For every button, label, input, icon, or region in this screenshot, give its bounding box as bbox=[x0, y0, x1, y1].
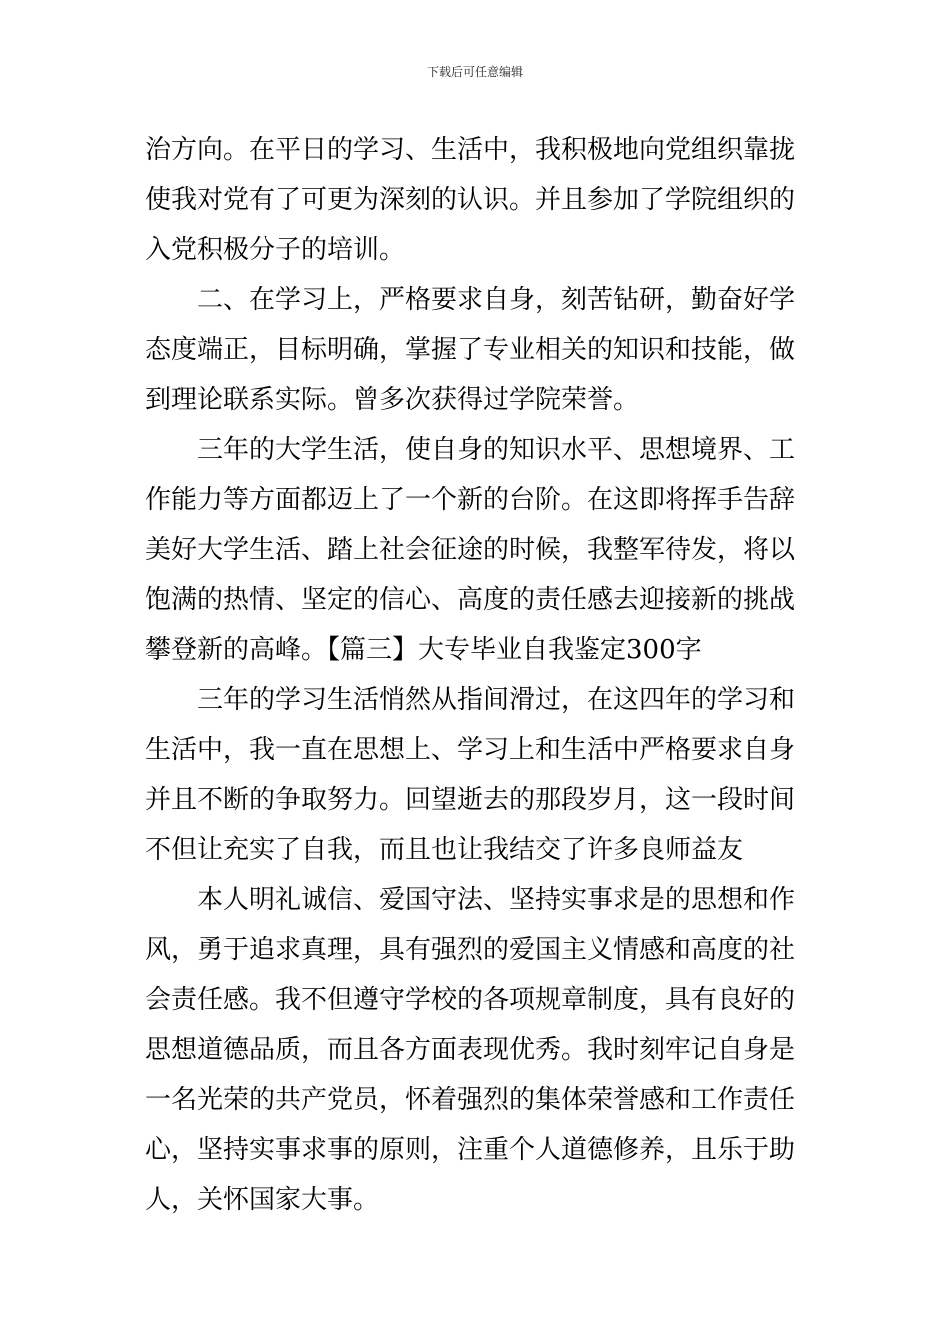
text-line: 治方向。在平日的学习、生活中，我积极地向党组织靠拢 bbox=[145, 135, 796, 165]
text-line: 心，坚持实事求事的原则，注重个人道德修养，且乐于助 bbox=[145, 1135, 796, 1165]
paragraph bbox=[145, 675, 809, 875]
text-line: 生活中，我一直在思想上、学习上和生活中严格要求自身 bbox=[145, 735, 796, 765]
paragraph bbox=[145, 425, 809, 675]
text-line: 不但让充实了自我，而且也让我结交了许多良师益友 bbox=[145, 835, 744, 865]
text-line: 态度端正，目标明确，掌握了专业相关的知识和技能，做 bbox=[145, 335, 796, 365]
document-body bbox=[145, 125, 809, 1225]
text-line: 饱满的热情、坚定的信心、高度的责任感去迎接新的挑战 bbox=[145, 585, 796, 615]
text-line: 美好大学生活、踏上社会征途的时候，我整军待发，将以 bbox=[145, 535, 796, 565]
text-line: 风，勇于追求真理，具有强烈的爱国主义情感和高度的社 bbox=[145, 935, 796, 965]
text-line: 作能力等方面都迈上了一个新的台阶。在这即将挥手告辞 bbox=[145, 485, 796, 515]
text-line: 一名光荣的共产党员，怀着强烈的集体荣誉感和工作责任 bbox=[145, 1085, 796, 1115]
paragraph bbox=[145, 125, 809, 275]
text-line: 本人明礼诚信、爱国守法、坚持实事求是的思想和作 bbox=[197, 885, 796, 915]
text-line: 二、在学习上，严格要求自身，刻苦钻研，勤奋好学 bbox=[197, 285, 796, 315]
text-line: 思想道德品质，而且各方面表现优秀。我时刻牢记自身是 bbox=[145, 1035, 796, 1065]
text-line: 三年的学习生活悄然从指间滑过，在这四年的学习和 bbox=[197, 685, 796, 715]
page-header: 下载后可任意编辑 bbox=[426, 65, 523, 79]
paragraph bbox=[145, 875, 809, 1225]
paragraph bbox=[145, 275, 809, 425]
text-line: 会责任感。我不但遵守学校的各项规章制度，具有良好的 bbox=[145, 985, 796, 1015]
text-line: 并且不断的争取努力。回望逝去的那段岁月，这一段时间 bbox=[145, 785, 796, 815]
text-line: 攀登新的高峰。【篇三】大专毕业自我鉴定300字 bbox=[145, 635, 702, 665]
text-line: 使我对党有了可更为深刻的认识。并且参加了学院组织的 bbox=[145, 185, 796, 215]
text-line: 入党积极分子的培训。 bbox=[145, 235, 406, 265]
text-line: 到理论联系实际。曾多次获得过学院荣誉。 bbox=[145, 385, 640, 415]
text-line: 三年的大学生活，使自身的知识水平、思想境界、工 bbox=[197, 435, 796, 465]
text-line: 人，关怀国家大事。 bbox=[145, 1185, 380, 1215]
